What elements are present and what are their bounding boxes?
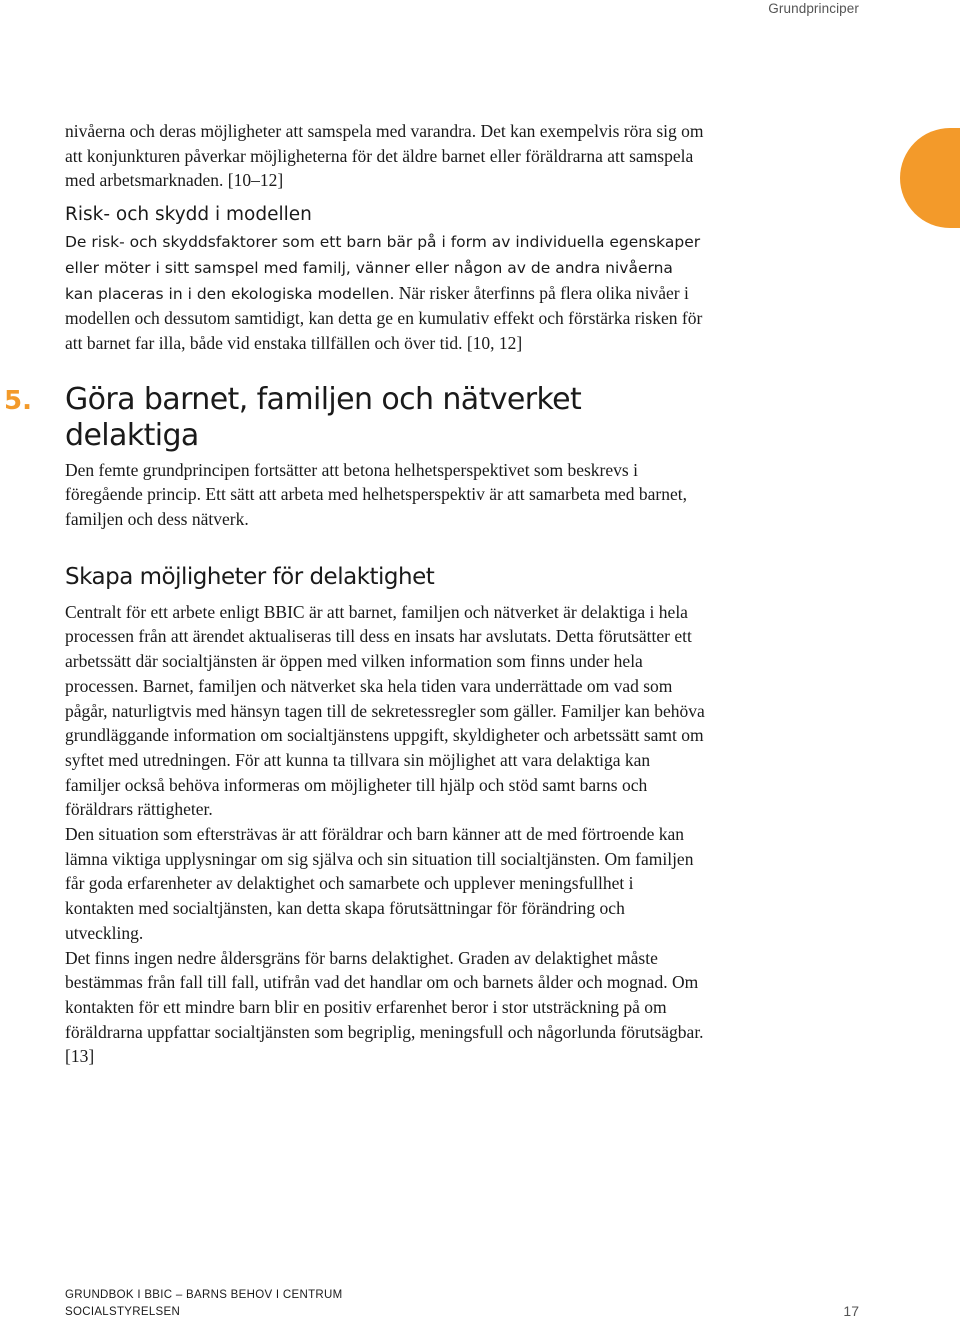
footer-publisher: SOCIALSTYRELSEN — [65, 1306, 181, 1318]
page-number: 17 — [843, 1303, 859, 1319]
risk-heading: Risk- och skydd i modellen — [65, 204, 312, 226]
section-title: Göra barnet, familjen och nätverket delaktiga — [65, 381, 582, 453]
participation-heading: Skapa möjligheter för delaktighet — [65, 563, 435, 590]
section-5 — [4, 381, 705, 532]
risk-paragraph — [65, 229, 705, 356]
running-header: Grundprinciper — [768, 1, 859, 16]
chapter-tab-marker — [900, 128, 960, 228]
footer-publication — [65, 1287, 343, 1321]
risk-paragraph-sans: De risk- och skyddsfaktorer som ett barn bär på i form av individuella egenskaper eller möter i sitt samspel med familj, vänner eller någon av de andra nivåerna kan placeras in i den ekologiska modellen. — [65, 233, 701, 303]
participation-paragraph-1: Centralt för ett arbete enligt BBIC är att barnet, familjen och nätverket är delaktiga i hela processen från att ärendet aktualiseras till dess en insats har avslutats. Detta förutsätter ett arbetssätt där socialtjänsten är öppen med vilken information som finns under hela processen. Barnet, familjen och nätverket ska hela tiden vara underrättade om vad som pågår, naturligtvis med hänsyn tagen till de sekretessregler som gäller. Familjer kan behöva grundläggande information om socialtjänstens uppgift, skyldigheter och arbetssätt samt om syftet med utredningen. För att kunna ta tillvara sin möjlighet att vara delaktiga kan familjer också behöva informeras om möjligheter till hjälp och stöd samt barns och föräldrars rättigheter. — [65, 601, 705, 820]
intro-paragraph: nivåerna och deras möjligheter att samspela med varandra. Det kan exempelvis röra sig om att konjunkturen påverkar möjligheterna för det äldre barnet eller föräldrarna att samspela med arbetsmarknaden. [10–12] — [65, 121, 704, 191]
section-intro-paragraph: Den femte grundprincipen fortsätter att betona helhetsperspektivet som beskrevs i föregående princip. Ett sätt att arbeta med helhetsperspektiv är att samarbeta med barnet, familjen och dess nätverk. — [65, 459, 687, 530]
page-content — [4, 119, 705, 1069]
section-number: 5. — [4, 385, 32, 416]
risk-paragraph-serif: När risker återfinns på flera olika nivåer i modellen och dessutom samtidigt, kan detta ge en kumulativ effekt och förstärka risken för att barnet far illa, både vid enstaka tillfällen och över tid. [10, 12] — [65, 282, 703, 353]
participation-paragraph-3: Det finns ingen nedre åldersgräns för barns delaktighet. Graden av delaktighet måste bestämmas från fall till fall, utifrån vad det handlar om och barnets ålder och mognad. Om kontakten för ett mindre barn blir en positiv erfarenhet beror i stor utsträckning på om föräldrarna uppfattar socialtjänsten som begriplig, meningsfull och någorlunda förutsägbar. [13] — [65, 947, 704, 1067]
participation-paragraph-2: Den situation som eftersträvas är att föräldrar och barn känner att de med förtroende kan lämna viktiga upplysningar om sig själva och sin situation till socialtjänsten. Om familjen får goda erfarenheter av delaktighet och samarbete och upplever meningsfullhet i kontakten med socialtjänsten, kan detta skapa förutsättningar för förändring och utveckling. — [65, 824, 694, 943]
footer-book-title: GRUNDBOK I BBIC – BARNS BEHOV I CENTRUM — [65, 1289, 343, 1301]
